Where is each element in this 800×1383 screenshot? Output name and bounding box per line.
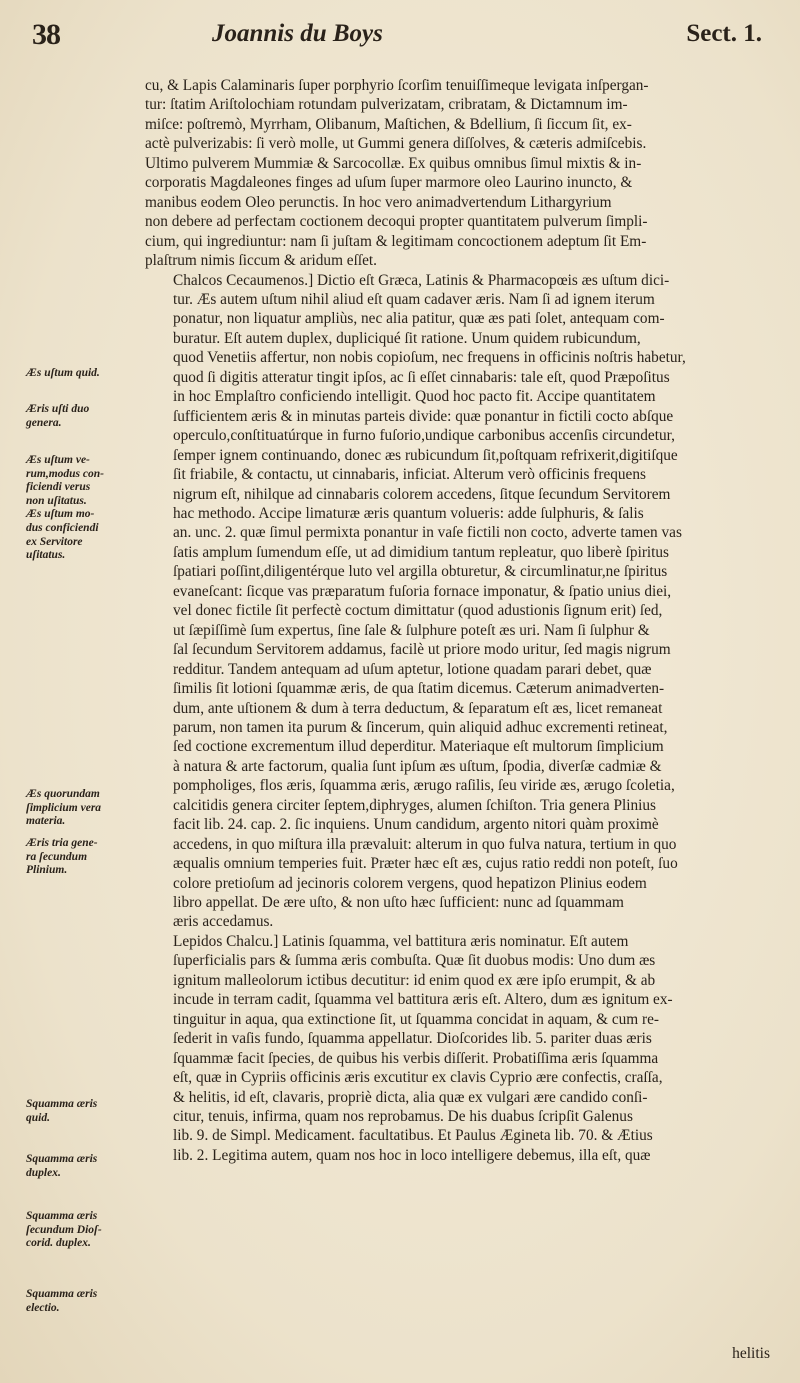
margin-note: Squamma æris quid. — [26, 1098, 98, 1124]
text-line: vel donec fictile ſit perfectè coctum dimittatur (quod adustionis ſignum erit) ſed, — [173, 602, 663, 620]
main-text — [145, 76, 773, 1165]
text-line: Lepidos Chalcu.] Latinis ſquamma, vel battitura æris nominatur. Eſt autem — [173, 932, 629, 950]
text-line: non debere ad perfectam coctionem decoqui propter quantitatem pulverum ſimpli- — [145, 213, 648, 231]
text-line: an. unc. 2. quæ ſimul permixta ponantur in vaſe fictili non cocto, adverte tamen vas — [173, 524, 682, 542]
text-line: facit lib. 24. cap. 2. ſic inquiens. Unum candidum, argento nitori quàm proximè — [173, 816, 659, 834]
text-line: eſt, quæ in Cypriis officinis æris excutitur ex clavis Cyprio ære confectis, craſſa, — [173, 1069, 663, 1087]
section-mark: Sect. 1. — [686, 20, 762, 47]
text-line: quod ſi digitis atteratur tingit ipſos, ac ſi eſſet cinnabaris: tale eſt, quod Præpoſitus — [173, 368, 670, 386]
text-line: ſit friabile, & contactu, ut cinnabaris, inficiat. Alterum verò officinis frequens — [173, 466, 646, 484]
text-line: dum, ante uſtionem & dum à terra deductum, & ſeparatum eſt æs, licet remaneat — [173, 699, 663, 717]
text-line: lib. 2. Legitima autem, quam nos hoc in loco intelligere debemus, illa eſt, quæ — [173, 1146, 651, 1164]
paragraph — [145, 76, 773, 271]
text-line: buratur. Eſt autem duplex, dupliciqué ſit ratione. Unum quidem rubicundum, — [173, 329, 641, 347]
text-line: ſpatiari poſſint,diligentérque luto vel argilla obturetur, & circumlinatur,ne ſpiritus — [173, 563, 668, 581]
text-line: Ultimo pulverem Mummiæ & Sarcocollæ. Ex quibus omnibus ſimul mixtis & in- — [145, 154, 642, 172]
margin-note: Æs uſtum quid. — [26, 367, 100, 379]
page-header — [32, 18, 762, 58]
margin-note: Æs uſtum ve- rum,modus con- ficiendi verus non uſitatus. Æs uſtum mo- dus conficiendi ex Servitore uſitatus. — [26, 454, 104, 562]
text-line: ſatis amplum ſumendum eſſe, ut ad dimidium tantum repleatur, quo liberè ſpiritus — [173, 543, 670, 561]
text-line: æris accedamus. — [173, 913, 274, 931]
text-line: ut ſæpiſſimè ſum expertus, ſine ſale & ſulphure poteſt æs uri. Nam ſi ſulphur & — [173, 621, 650, 639]
text-line: hac methodo. Accipe limaturæ æris quantum volueris: adde ſulphuris, & ſalis — [173, 504, 644, 522]
text-line: incude in terram cadit, ſquamma vel battitura æris eſt. Altero, dum æs ignitum ex- — [173, 991, 673, 1009]
text-line: ſquammæ facit ſpecies, de quibus his verbis diſſerit. Probatiſſima æris ſquamma — [173, 1049, 659, 1067]
text-line: tinguitur in aqua, qua extinctione ſit, ut ſquamma concidat in aquam, & cum re- — [173, 1010, 659, 1028]
text-line: cium, qui ingrediuntur: nam ſi juſtam & legitimam concoctionem adeptum ſit Em- — [145, 232, 647, 250]
margin-note: Æris uſti duo genera. — [26, 403, 90, 429]
text-line: miſce: poſtremò, Myrrham, Olibanum, Maſtichen, & Bdellium, ſi ſiccum ſit, ex- — [145, 115, 632, 133]
text-line: corporatis Magdaleones finges ad uſum ſuper marmore oleo Laurino inuncto, & — [145, 174, 633, 192]
text-line: lib. 9. de Simpl. Medicament. facultatibus. Et Paulus Ægineta lib. 70. & Ætius — [173, 1127, 653, 1145]
text-line: ſuperficialis pars & ſumma æris combuſta. Quæ ſit duobus modis: Uno dum æs — [173, 952, 656, 970]
text-line: ſal ſecundum Servitorem addamus, facilè ut priore modo uritur, ſed magis nigrum — [173, 641, 671, 659]
text-line: parum, non tamen ita purum & ſincerum, quin aliquid adhuc excrementi retineat, — [173, 718, 668, 736]
text-line: nigrum eſt, nihilque ad cinnabaris colorem accedens, ſitque ſecundum Servitorem — [173, 485, 671, 503]
text-line: ſimilis ſit lotioni ſquammæ æris, de qua ſtatim dicemus. Cæterum animadverten- — [173, 680, 665, 698]
text-line: pompholiges, flos æris, ſquamma æris, ærugo raſilis, ſeu viride æs, ærugo ſcoletia, — [173, 777, 675, 795]
running-title: Joannis du Boys — [212, 20, 383, 47]
text-line: calcitidis genera circiter ſeptem,diphryges, alumen ſchiſton. Tria genera Plinius — [173, 796, 656, 814]
text-line: quod Venetiis affertur, non nobis copioſum, nec frequens in officinis noſtris habetur, — [173, 349, 686, 367]
text-line: actè pulverizabis: ſi verò molle, ut Gummi genera diſſolves, & cæteris admiſcebis. — [145, 135, 647, 153]
text-line: Chalcos Cecaumenos.] Dictio eſt Græca, Latinis & Pharmacopœis æs uſtum dici- — [173, 271, 670, 289]
text-line: ſemper ignem continuando, donec æs rubicundum ſit,poſtquam refrixerit,digitiſque — [173, 446, 678, 464]
text-line: redditur. Tandem antequam ad uſum aptetur, lotione quadam parari debet, quæ — [173, 660, 652, 678]
text-line: ſufficientem æris & in minutas parteis divide: quæ ponantur in fictili cocto abſque — [173, 407, 674, 425]
page-number: 38 — [32, 18, 60, 51]
text-line: accedens, in quo miſtura illa prævaluit: alterum in quo fulva natura, tertium in quo — [173, 835, 677, 853]
text-line: operculo,conſtituatúrque in furno fuſorio,undique carbonibus accenſis circundetur, — [173, 427, 675, 445]
text-line: ponatur, non liquatur ampliùs, nec alia patitur, quæ æs pati ſolet, antequam com- — [173, 310, 665, 328]
text-line: colore pretioſum ad jecinoris colorem vergens, quod hepatizon Plinius eodem — [173, 874, 647, 892]
text-line: tur. Æs autem uſtum nihil aliud eſt quam cadaver æris. Nam ſi ad ignem iterum — [173, 290, 655, 308]
text-line: ignitum malleolorum ictibus decutitur: id enim quod ex ære ipſo erumpit, & ab — [173, 971, 656, 989]
text-line: cu, & Lapis Calaminaris ſuper porphyrio ſcorſim tenuiſſimeque levigata inſpergan- — [145, 77, 649, 94]
text-line: ſederit in vaſis fundo, ſquamma appellatur. Dioſcorides lib. 5. pariter duas æris — [173, 1030, 652, 1048]
paragraph — [145, 271, 773, 932]
text-line: plaſtrum nimis ſiccum & aridum eſſet. — [145, 252, 377, 270]
margin-note: Squamma æris ſecundum Dioſ- corid. duplex. — [26, 1210, 102, 1250]
margin-note: Æs quorundam ſimplicium vera materia. — [26, 788, 102, 828]
text-line: & helitis, id eſt, clavaris, propriè dicta, alia quæ ex vulgari ære candido conſi- — [173, 1088, 648, 1106]
text-line: à natura & arte factorum, qualia ſunt ipſum æs uſtum, ſpodia, diverſæ cadmiæ & — [173, 757, 662, 775]
text-line: libro appellat. De ære uſto, & non uſto hæc ſufficient: nunc ad ſquammam — [173, 894, 624, 912]
text-line: tur: ſtatim Ariſtolochiam rotundam pulverizatam, cribratam, & Dictamnum im- — [145, 96, 628, 114]
text-line: evaneſcant: ſicque vas præparatum fuſoria fornace imponatur, & ſpatio unius diei, — [173, 582, 672, 600]
text-line: ſed coctione excrementum illud deperditur. Materiaque eſt multorum ſimplicium — [173, 738, 664, 756]
margin-note: Æris tria gene- ra ſecundum Plinium. — [26, 837, 98, 877]
text-line: manibus eodem Oleo perunctis. In hoc vero animadvertendum Lithargyrium — [145, 193, 612, 211]
margin-note: Squamma æris duplex. — [26, 1153, 98, 1179]
margin-note: Squamma æris electio. — [26, 1288, 98, 1314]
text-line: æqualis omnium temperies fuit. Præter hæc eſt æs, cujus ratio reddi non poteſt, ſuo — [173, 855, 678, 873]
catchword: helitis — [732, 1345, 770, 1362]
text-line: in hoc Emplaſtro conficiendo intelligit. Quod hoc pacto fit. Accipe quantitatem — [173, 388, 656, 406]
text-line: citur, tenuis, infirma, quam nos reprobamus. De his duabus ſcripſit Galenus — [173, 1108, 633, 1126]
paragraph — [145, 932, 773, 1165]
